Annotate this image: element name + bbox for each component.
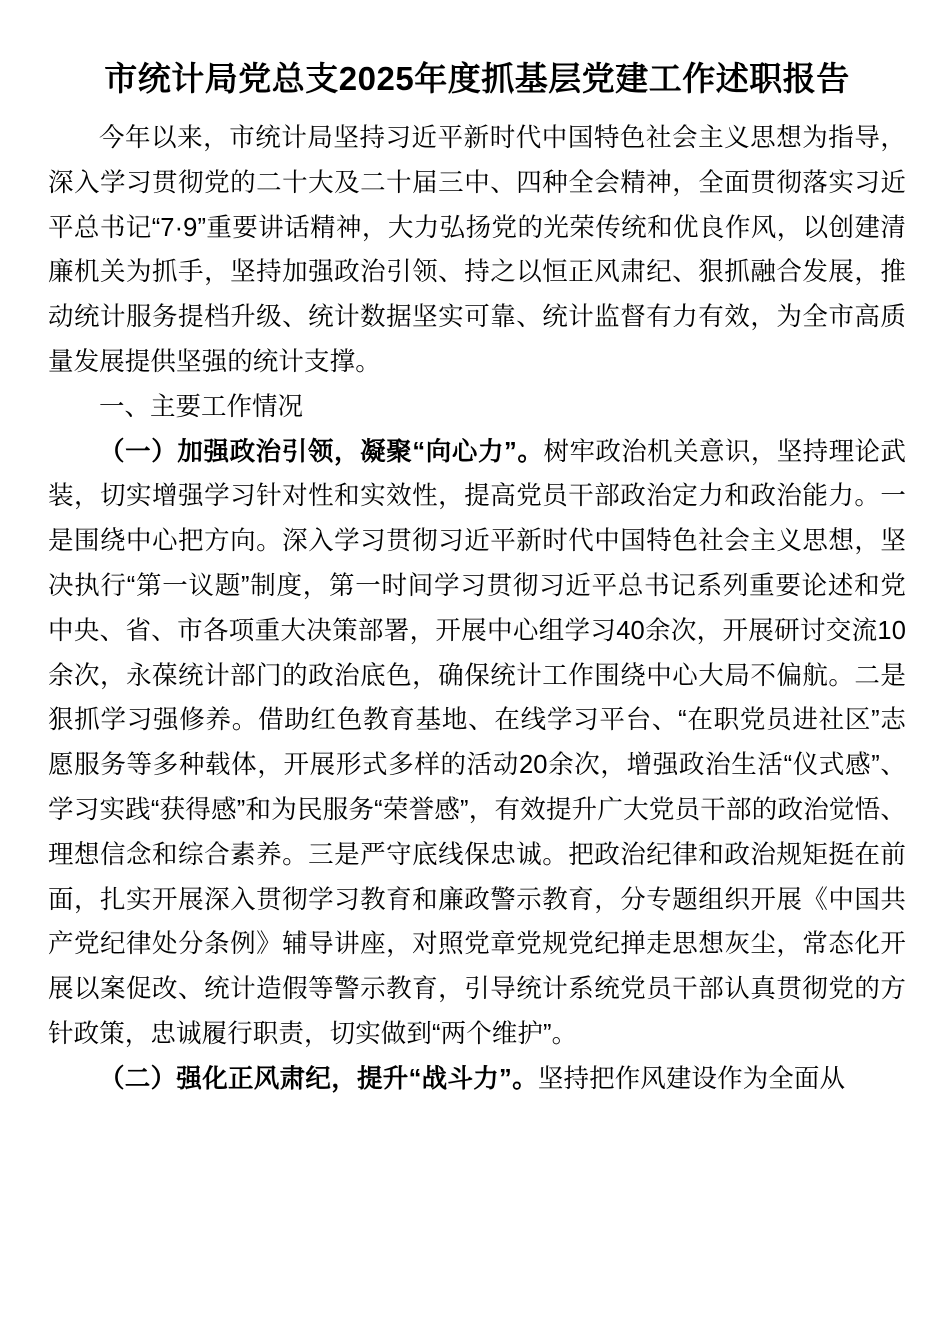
paragraph-subsection-one xyxy=(48,430,906,1057)
document-body xyxy=(48,0,906,1102)
page-title: 市统计局党总支2025年度抓基层党建工作述职报告 xyxy=(104,60,850,97)
subsection-one-text: 树牢政治机关意识，坚持理论武装，切实增强学习针对性和实效性，提高党员干部政治定力和政治能力。一是围绕中心把方向。深入学习贯彻习近平新时代中国特色社会主义思想，坚决执行“第一议题”制度，第一时间学习贯彻习近平总书记系列重要论述和党中央、省、市各项重大决策部署，开展中心组学习40余次，开展研讨交流10余次，永葆统计部门的政治底色，确保统计工作围绕中心大局不偏航。二是狠抓学习强修养。借助红色教育基地、在线学习平台、“在职党员进社区”志愿服务等多种载体，开展形式多样的活动20余次，增强政治生活“仪式感”、学习实践“获得感”和为民服务“荣誉感”，有效提升广大党员干部的政治觉悟、理想信念和综合素养。三是严守底线保忠诚。把政治纪律和政治规矩挺在前面，扎实开展深入贯彻学习教育和廉政警示教育，分专题组织开展《中国共产党纪律处分条例》辅导讲座，对照党章党规党纪掸走思想灰尘，常态化开展以案促改、统计造假等警示教育，引导统计系统党员干部认真贯彻党的方针政策，忠诚履行职责，切实做到“两个维护”。 xyxy=(48,437,906,1048)
subsection-two-text: 坚持把作风建设作为全面从 xyxy=(537,1064,846,1093)
paragraph-opening: 今年以来，市统计局坚持习近平新时代中国特色社会主义思想为指导，深入学习贯彻党的二十大及二十届三中、四种全会精神，全面贯彻落实习近平总书记“7·9”重要讲话精神，大力弘扬党的光荣传统和优良作风，以创建清廉机关为抓手，坚持加强政治引领、持之以恒正风肃纪、狠抓融合发展，推动统计服务提档升级、统计数据坚实可靠、统计监督有力有效，为全市高质量发展提供坚强的统计支撑。 xyxy=(48,124,906,376)
subsection-two-title: （二）强化正风肃纪，提升“战斗力”。 xyxy=(99,1064,538,1093)
paragraph-subsection-two xyxy=(48,1057,906,1102)
section-heading-one: 一、主要工作情况 xyxy=(99,392,304,421)
subsection-one-title: （一）加强政治引领，凝聚“向心力”。 xyxy=(99,437,544,466)
